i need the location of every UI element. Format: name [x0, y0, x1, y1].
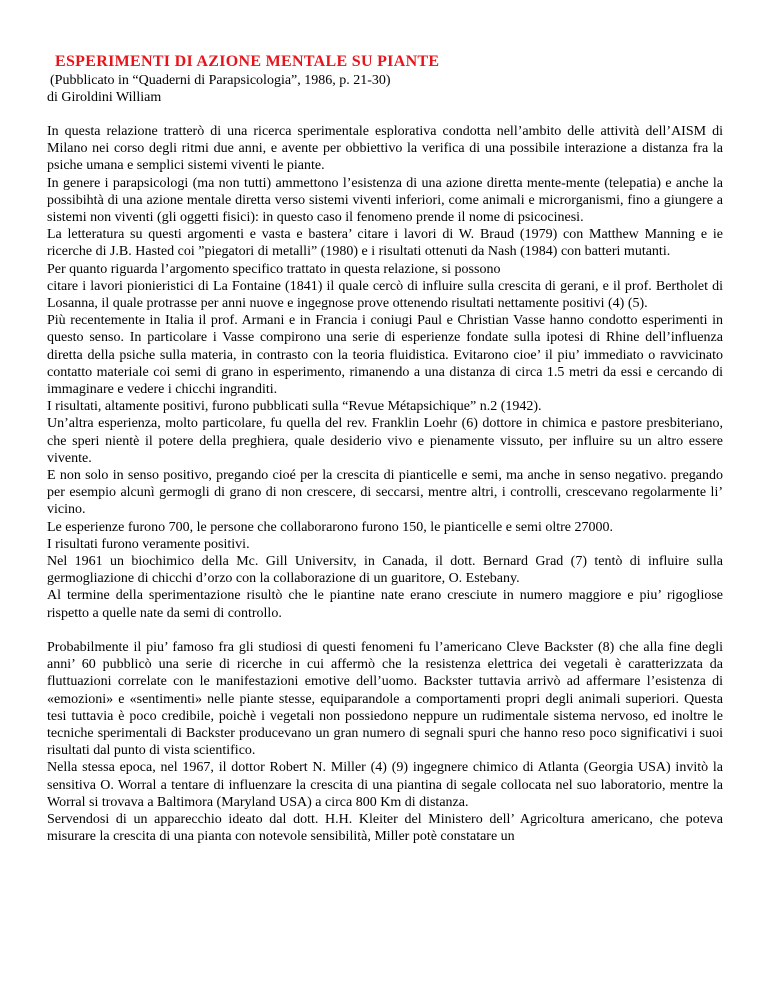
paragraph: citare i lavori pionieristici di La Fontaine (1841) il quale cercò di influire sulla crescita di gerani, e il prof. Bertholet di Losanna, il quale protrasse per anni nuove e ingegnose prove ottenendo risultati nettamente positivi (4) (5).: [47, 278, 723, 312]
paragraph: E non solo in senso positivo, pregando cioé per la crescita di pianticelle e semi, ma anche in senso negativo. pregando per esempio alcunì germogli di grano di non crescere, di seccarsi, mentre altri, i controlli, crescevano regolarmente li’ vicino.: [47, 468, 723, 518]
paragraph: Nella stessa epoca, nel 1967, il dottor Robert N. Miller (4) (9) ingegnere chimico di Atlanta (Georgia USA) invitò la sensitiva O. Worral a tentare di influenzare la crescita di una piantina di segale collocata nel suo laboratorio, mentre la Worral si trovava a Baltimora (Maryland USA) a circa 800 Km di distanza.: [47, 760, 723, 810]
paragraph: In questa relazione tratterò di una ricerca sperimentale esplorativa condotta nell’ambito delle attività dell’AISM di Milano nei corso degli ritmi due anni, e avente per obbiettivo la verifica di una possibile interazione a distanza fra la psiche umana e semplici sistemi viventi le piante.: [47, 124, 723, 174]
document-title: ESPERIMENTI DI AZIONE MENTALE SU PIANTE: [55, 53, 440, 70]
paragraph: Per quanto riguarda l’argomento specifico trattato in questa relazione, si possono: [47, 261, 501, 277]
paragraph: Un’altra esperienza, molto particolare, fu quella del rev. Franklin Loehr (6) dottore in chimica e pastore presbiteriano, che speri nientè il potere della preghiera, quale desiderio vivo e pienamente vissuto, per influire su un altro essere vivente.: [47, 416, 723, 466]
paragraph: Nel 1961 un biochimico della Mc. Gill Universitv, in Canada, il dott. Bernard Grad (7) tentò di influire sulla germogliazione di chicchi d’orzo con la collaborazione di un guaritore, O. Estebany.: [47, 554, 723, 587]
document-body: [47, 123, 723, 845]
paragraph: Più recentemente in Italia il prof. Armani e in Francia i coniugi Paul e Christian Vasse hanno condotto esperimenti in questo senso. In particolare i Vasse compirono una serie di esperienze fondate sulla ipotesi di Rhine dell’influenza diretta della psiche sulla materia, in contrasto con la teoria fluidistica. Evitarono cioe’ il piu’ immediato o ravvicinato contatto materiale coi semi di grano in esperimento, rimanendo a una distanza di circa 1.5 metri da essi e cercando di immaginare e vedere i chicchi ingranditi.: [47, 313, 723, 398]
paragraph: I risultati, altamente positivi, furono pubblicati sulla “Revue Métapsichique” n.2 (1942).: [47, 399, 542, 415]
paragraph-gap: [47, 622, 723, 639]
paragraph: In genere i parapsicologi (ma non tutti) ammettono l’esistenza di una azione diretta mente-mente (telepatia) e anche la possibihtà di una azione mentale diretta verso sistemi viventi inferiori, come animali e microrganismi, fino a giungere a sistemi non viventi (gli oggetti fisici): in questo caso il fenomeno prende il nome di psicocinesi.: [47, 175, 723, 226]
paragraph: Al termine della sperimentazione risultò che le piantine nate erano cresciute in numero maggiore e piu’ rigogliose rispetto a quelle nate da semi di controllo.: [47, 588, 723, 621]
paragraph: Probabilmente il piu’ famoso fra gli studiosi di questi fenomeni fu l’americano Cleve Backster (8) che alla fine degli anni’ 60 pubblicò una serie di ricerche in cui affermò che la resistenza elettrica dei vegetali è caratterizzata da fluttuazioni correlate con le manifestazioni emotive dell’uomo. Backster tuttavia arrivò ad affermare l’esistenza di «emozioni» e «sentimenti» nelle piante stesse, equiparandole a comportamenti propri degli animali superiori. Questa tesi tuttavia è poco credibile, poichè i vegetali non possiedono neppure un rudimentale sistema nervoso, ed inoltre le tecniche sperimentali di Backster producevano un gran numero di segnali spuri che hanno reso poco significativi i suoi risultati dal punto di vista scientifico.: [47, 639, 723, 759]
paragraph: I risultati furono veramente positivi.: [47, 536, 250, 552]
publication-note: (Pubblicato in “Quaderni di Parapsicologia”, 1986, p. 21-30): [50, 73, 391, 88]
document-page: [47, 52, 723, 845]
author-line: di Giroldini William: [47, 90, 162, 105]
paragraph: Servendosi di un apparecchio ideato dal dott. H.H. Kleiter del Ministero dell’ Agricoltura americano, che poteva misurare la crescita di una pianta con notevole sensibilità, Miller potè constatare un: [47, 811, 723, 845]
paragraph: La letteratura su questi argomenti e vasta e bastera’ citare i lavori di W. Braud (1979) con Matthew Manning e ie ricerche di J.B. Hasted coi ”piegatori di metalli” (1980) e i risultati ottenuti da Nash (1984) con batteri mutanti.: [47, 227, 723, 260]
paragraph: Le esperienze furono 700, le persone che collaborarono furono 150, le pianticelle e semi oltre 27000.: [47, 519, 614, 535]
